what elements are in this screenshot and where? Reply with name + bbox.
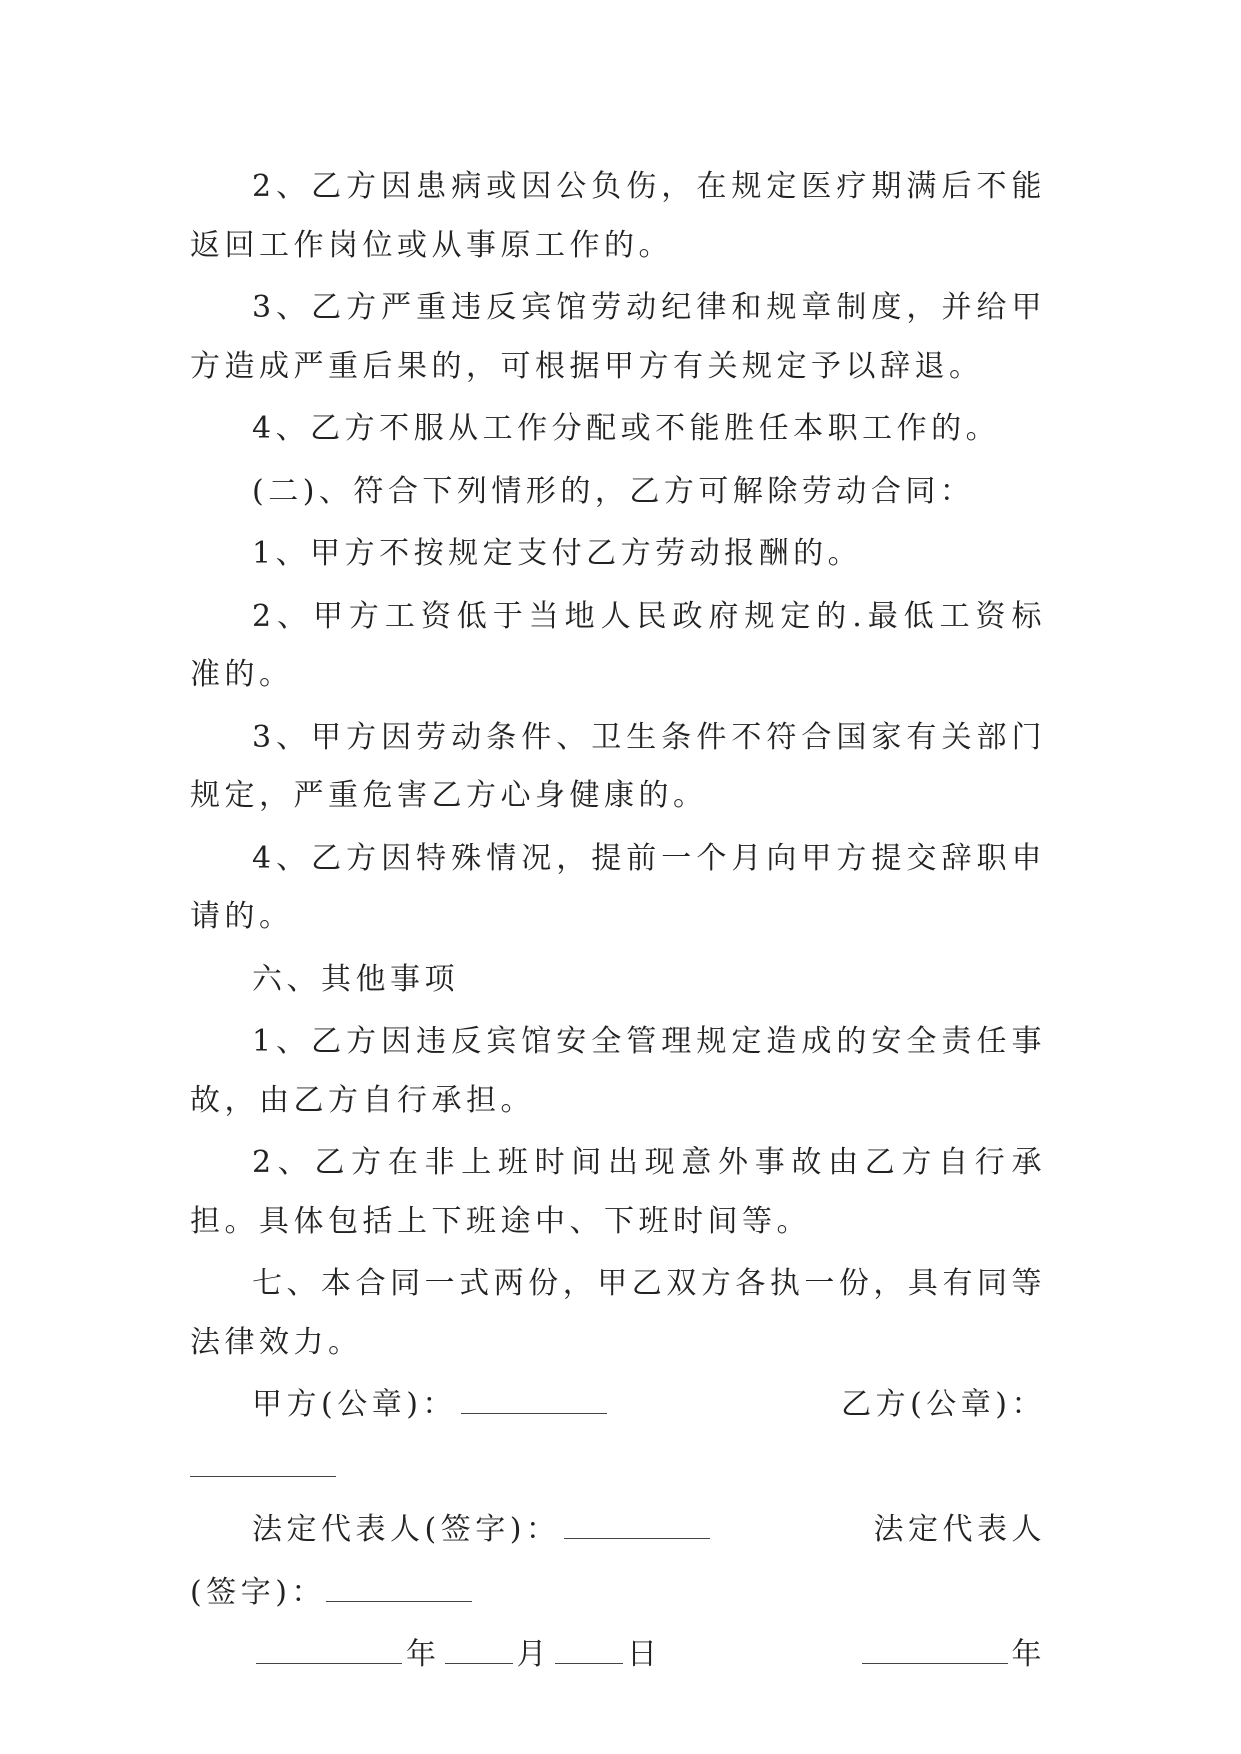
section-heading: 六、其他事项 (252, 961, 459, 997)
party-a-rep-blank[interactable] (564, 1508, 710, 1539)
closing-paragraph: 七、本合同一式两份，甲乙双方各执一份，具有同等法律效力。 (190, 1266, 1046, 1360)
party-b-date (858, 1626, 1047, 1685)
year-label: 年 (406, 1637, 441, 1672)
party-a-seal (252, 1376, 611, 1435)
party-a-rep-label: 法定代表人(签字)： (252, 1512, 561, 1547)
clause-paragraph: 4、乙方不服从工作分配或不能胜任本职工作的。 (252, 411, 1001, 446)
party-b-seal-label: 乙方(公章)： (841, 1387, 1046, 1422)
month-label: 月 (516, 1637, 551, 1672)
clause-paragraph: 2、乙方因患病或因公负伤，在规定医疗期满后不能返回工作岗位或从事原工作的。 (190, 169, 1046, 263)
document-body (190, 158, 1046, 1689)
party-b-rep-label: 法定代表人 (873, 1512, 1046, 1547)
date-row (190, 1626, 1046, 1685)
clause-paragraph: 1、甲方不按规定支付乙方劳动报酬的。 (252, 536, 863, 571)
party-a-seal-label: 甲方(公章)： (252, 1387, 457, 1422)
party-a-month-blank[interactable] (445, 1633, 513, 1664)
party-a-year-blank[interactable] (256, 1633, 402, 1664)
party-a-seal-blank[interactable] (461, 1383, 607, 1414)
clause-paragraph: 2、甲方工资低于当地人民政府规定的.最低工资标准的。 (190, 598, 1046, 692)
party-b-rep-blank[interactable] (326, 1571, 472, 1602)
clause-paragraph: 3、甲方因劳动条件、卫生条件不符合国家有关部门规定，严重危害乙方心身健康的。 (190, 719, 1046, 813)
year-label: 年 (1011, 1637, 1046, 1672)
party-a-rep (252, 1501, 714, 1560)
party-a-day-blank[interactable] (555, 1633, 623, 1664)
party-b-year-blank[interactable] (862, 1633, 1008, 1664)
clause-paragraph: 3、乙方严重违反宾馆劳动纪律和规章制度，并给甲方造成严重后果的，可根据甲方有关规定予以辞退。 (190, 290, 1046, 384)
party-b-seal-line (190, 1439, 1046, 1498)
section-subheading: (二)、符合下列情形的，乙方可解除劳动合同： (252, 473, 975, 509)
party-b-rep-label-cont: (签字)： (190, 1574, 326, 1610)
party-b-rep-line (190, 1564, 1046, 1623)
clause-paragraph: 2、乙方在非上班时间出现意外事故由乙方自行承担。具体包括上下班途中、下班时间等。 (190, 1145, 1046, 1239)
representative-row (190, 1501, 1046, 1560)
day-label: 日 (627, 1637, 662, 1672)
seal-row (190, 1376, 1046, 1435)
clause-paragraph: 4、乙方因特殊情况，提前一个月向甲方提交辞职申请的。 (190, 840, 1046, 934)
clause-paragraph: 1、乙方因违反宾馆安全管理规定造成的安全责任事故，由乙方自行承担。 (190, 1024, 1046, 1118)
party-b-seal-blank[interactable] (190, 1446, 336, 1477)
party-a-date (252, 1626, 662, 1685)
